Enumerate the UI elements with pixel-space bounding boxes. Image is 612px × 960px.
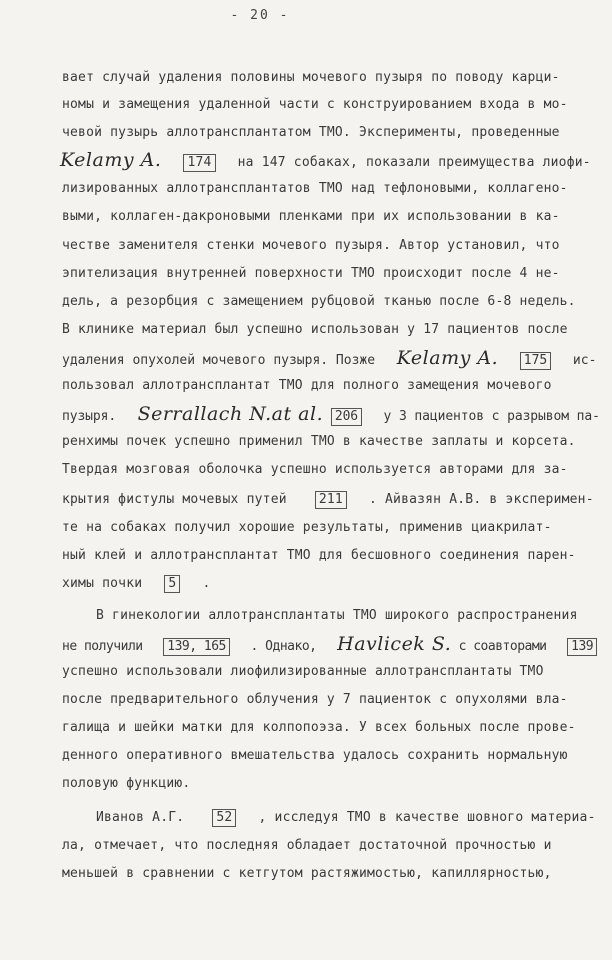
reference-bracket: 5 <box>164 576 180 592</box>
text-line <box>62 292 576 314</box>
text-segment: В гинекологии аллотрансплантаты ТМО широкого распространения <box>96 608 578 623</box>
text-segment: половую функцию. <box>62 776 191 791</box>
text-line <box>62 546 576 568</box>
text-segment: ис- <box>572 353 597 368</box>
text-segment: чевой пузырь аллотрансплантатом ТМО. Эксперименты, проведенные <box>62 125 560 140</box>
text-line <box>62 376 552 398</box>
handwritten-author: Havlicek S. <box>337 633 452 655</box>
reference-bracket: 52 <box>212 810 236 826</box>
text-segment: успешно использовали лиофилизированные аллотрансплантаты ТМО <box>62 664 544 679</box>
text-segment: номы и замещения удаленной части с конструированием входа в мо- <box>62 97 568 112</box>
reference-bracket: 139, 165 <box>163 639 230 655</box>
text-segment: лизированных аллотрансплантатов ТМО над тефлоновыми, коллагено- <box>62 181 568 196</box>
text-segment: дель, а резорбция с замещением рубцовой тканью после 6-8 недель. <box>62 294 576 309</box>
text-segment: Иванов А.Г. <box>96 810 185 825</box>
text-segment: Твердая мозговая оболочка успешно используется авторами для за- <box>62 462 568 477</box>
text-line <box>62 264 560 286</box>
text-segment: с соавторами <box>458 639 547 654</box>
text-segment: . <box>202 576 211 591</box>
reference-bracket: 175 <box>520 353 551 369</box>
text-segment: меньшей в сравнении с кетгутом растяжимостью, капиллярностью, <box>62 866 552 881</box>
text-segment: ный клей и аллотрансплантат ТМО для бесшовного соединения парен- <box>62 548 576 563</box>
text-segment: не получили <box>62 639 143 654</box>
text-line <box>62 460 568 482</box>
text-line <box>62 518 552 540</box>
text-segment: денного оперативного вмешательства удалось сохранить нормальную <box>62 748 568 763</box>
text-line <box>62 574 210 596</box>
reference-bracket: 174 <box>183 155 215 171</box>
text-line <box>62 207 560 229</box>
text-line <box>62 123 560 145</box>
text-segment: галища и шейки матки для колпопоэза. У всех больных после прове- <box>62 720 576 735</box>
text-line <box>62 634 597 656</box>
text-line <box>62 68 560 90</box>
text-line <box>62 320 568 342</box>
text-line <box>62 746 568 768</box>
text-segment: эпителизация внутренней поверхности ТМО происходит после 4 не- <box>62 266 560 281</box>
text-segment: вает случай удаления половины мочевого пузыря по поводу карци- <box>62 70 560 85</box>
text-segment: пользовал аллотрансплантат ТМО для полного замещения мочевого <box>62 378 552 393</box>
text-line <box>62 690 568 712</box>
text-line <box>62 95 568 117</box>
reference-bracket: 139 <box>567 639 597 655</box>
text-segment: крытия фистулы мочевых путей <box>62 492 287 507</box>
text-line <box>62 864 552 886</box>
text-line <box>62 348 596 370</box>
handwritten-author: Serrallach N.at al. <box>137 403 324 425</box>
text-segment: на 147 собаках, показали преимущества лиофи- <box>237 155 591 170</box>
text-line <box>62 718 576 740</box>
text-segment: у 3 пациентов с разрывом па- <box>383 409 600 424</box>
text-line <box>96 808 596 830</box>
reference-bracket: 211 <box>315 492 347 508</box>
text-line <box>62 774 190 796</box>
text-segment: , исследуя ТМО в качестве шовного материа- <box>258 810 596 825</box>
text-line <box>62 179 568 201</box>
text-segment: честве заменителя стенки мочевого пузыря. Автор установил, что <box>62 238 560 253</box>
reference-bracket: 206 <box>331 409 362 425</box>
text-segment: после предварительного облучения у 7 пациенток с опухолями вла- <box>62 692 568 707</box>
text-segment: выми, коллаген-дакроновыми пленками при их использовании в ка- <box>62 209 560 224</box>
handwritten-author: Kelamy A. <box>396 347 499 369</box>
text-segment: . Айвазян А.В. в эксперимен- <box>368 492 594 507</box>
text-line <box>60 150 591 172</box>
text-line <box>62 236 560 258</box>
text-segment: ла, отмечает, что последняя обладает достаточной прочностью и <box>62 838 552 853</box>
text-line <box>96 606 578 628</box>
text-segment: . Однако, <box>250 639 317 654</box>
text-segment: удаления опухолей мочевого пузыря. Позже <box>62 353 376 368</box>
text-line <box>62 490 594 512</box>
text-line <box>62 836 552 858</box>
text-segment: те на собаках получил хорошие результаты, применив циакрилат- <box>62 520 552 535</box>
text-segment: В клинике материал был успешно использован у 17 пациентов после <box>62 322 568 337</box>
text-line <box>62 404 600 426</box>
text-segment: ренхимы почек успешно применил ТМО в качестве заплаты и корсета. <box>62 434 576 449</box>
text-segment: пузыря. <box>62 409 117 424</box>
text-segment: химы почки <box>62 576 143 591</box>
text-line <box>62 662 544 684</box>
handwritten-author: Kelamy A. <box>60 149 162 171</box>
text-line <box>62 432 576 454</box>
page-number: - 20 - <box>230 8 290 23</box>
